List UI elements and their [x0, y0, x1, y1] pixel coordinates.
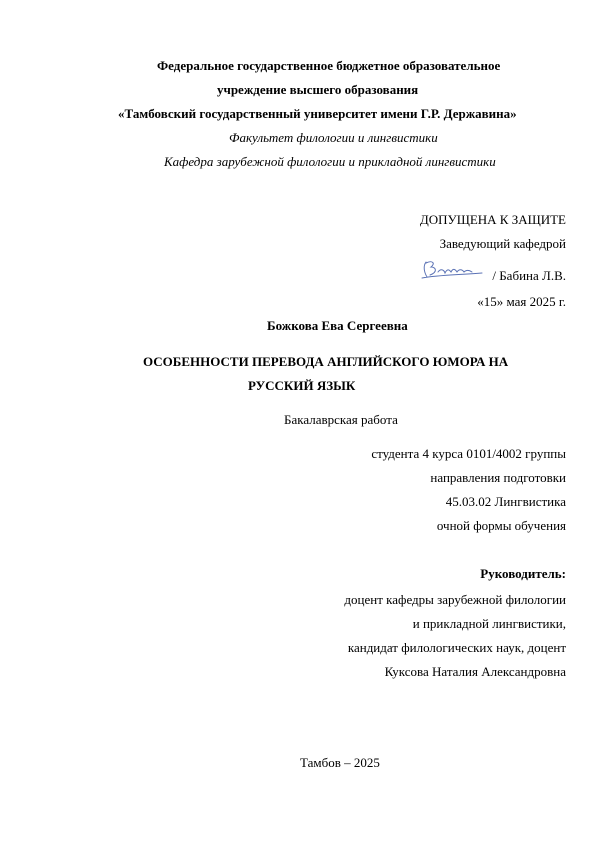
city-year: Тамбов – 2025	[300, 755, 380, 770]
supervisor-position-2: и прикладной лингвистики,	[412, 616, 566, 631]
work-type: Бакалаврская работа	[284, 412, 398, 427]
institution-line-2: учреждение высшего образования	[217, 82, 419, 97]
student-direction-code: 45.03.02 Лингвистика	[445, 494, 566, 509]
approval-role: Заведующий кафедрой	[439, 236, 566, 251]
faculty-name: Факультет филологии и лингвистики	[229, 130, 438, 145]
supervisor-degree: кандидат филологических наук, доцент	[347, 640, 566, 655]
institution-line-1: Федеральное государственное бюджетное образовательное	[157, 58, 501, 73]
approval-status: ДОПУЩЕНА К ЗАЩИТЕ	[419, 212, 566, 227]
thesis-title-line-2: РУССКИЙ ЯЗЫК	[248, 378, 356, 393]
supervisor-name: Куксова Наталия Александровна	[384, 664, 566, 679]
department-name: Кафедра зарубежной филологии и прикладной лингвистики	[164, 154, 496, 169]
supervisor-heading: Руководитель:	[480, 566, 566, 581]
student-course-group: студента 4 курса 0101/4002 группы	[371, 446, 566, 461]
author-name: Божкова Ева Сергеевна	[267, 318, 408, 333]
thesis-title-line-1: ОСОБЕННОСТИ ПЕРЕВОДА АНГЛИЙСКОГО ЮМОРА НА	[143, 354, 509, 369]
student-study-form: очной формы обучения	[436, 518, 566, 533]
supervisor-position-1: доцент кафедры зарубежной филологии	[344, 592, 566, 607]
approval-date: «15» мая 2025 г.	[477, 294, 566, 309]
student-direction-label: направления подготовки	[430, 470, 566, 485]
institution-line-3: «Тамбовский государственный университет имени Г.Р. Державина»	[118, 106, 517, 121]
signature-icon	[418, 258, 484, 282]
head-of-department-name: / Бабина Л.В.	[492, 268, 566, 283]
